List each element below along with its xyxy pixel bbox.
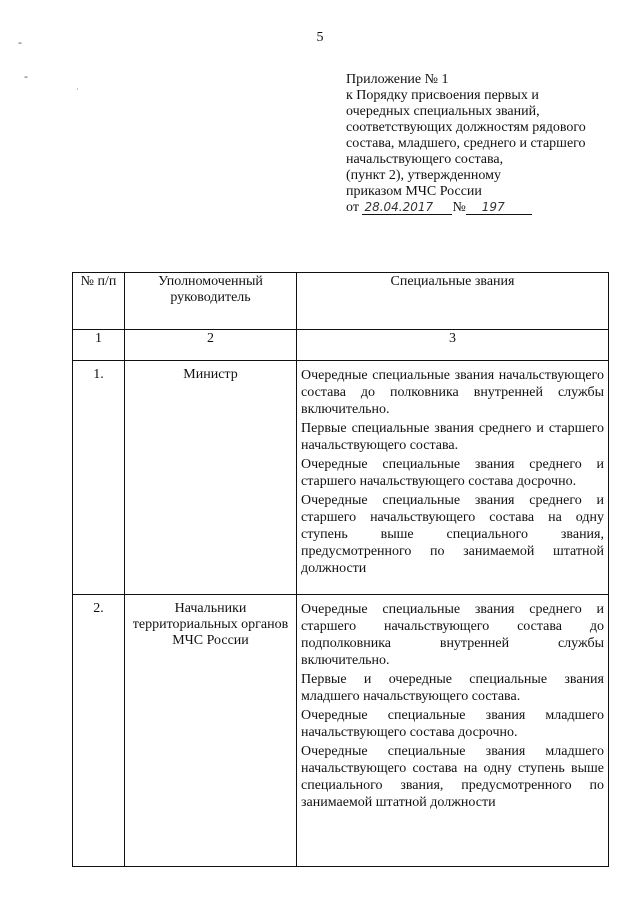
rank-paragraph: Очередные специальные звания начальствующего состава до полковника внутренней службы включительно.: [301, 368, 604, 417]
scan-dash-mark: -: [18, 35, 22, 49]
order-date-line: [346, 200, 616, 216]
appendix-line: состава, младшего, среднего и старшего: [346, 136, 586, 151]
handwritten-order-number: 197: [466, 200, 532, 215]
appendix-line: приказом МЧС России: [346, 184, 482, 199]
rank-paragraph: Очередные специальные звания младшего начальствующего состава досрочно.: [301, 708, 604, 740]
appendix-line: очередных специальных званий,: [346, 104, 540, 119]
scan-dash-mark: -: [24, 69, 28, 83]
column-number-cell: 3: [297, 330, 609, 361]
rank-paragraph: Очередные специальные звания среднего и старшего начальствующего состава до подполковника внутренней службы включительно.: [301, 602, 604, 668]
number-label: №: [452, 200, 466, 215]
appendix-line: к Порядку присвоения первых и: [346, 88, 539, 103]
header-cell: № п/п: [73, 273, 125, 330]
appendix-line: Приложение № 1: [346, 72, 449, 87]
table-row: [73, 361, 609, 595]
header-cell: Уполномоченный руководитель: [125, 273, 297, 330]
rank-paragraph: Очередные специальные звания младшего начальствующего состава на одну ступень выше специального звания, предусмотренного по занимаемой штатной должности: [301, 744, 604, 810]
page-number: 5: [316, 30, 324, 45]
ranks-table: [72, 272, 609, 867]
column-number-cell: 2: [125, 330, 297, 361]
rank-paragraph: Очередные специальные звания среднего и старшего начальствующего состава на одну ступень выше специального звания, предусмотренного по занимаемой штатной должности: [301, 493, 604, 576]
table-row: [73, 595, 609, 867]
appendix-header: [346, 72, 616, 216]
appendix-line: начальствующего состава,: [346, 152, 504, 167]
row-index: 1.: [73, 361, 125, 595]
official-cell: Начальники территориальных органов МЧС России: [125, 595, 297, 867]
row-index: 2.: [73, 595, 125, 867]
appendix-line: соответствующих должностям рядового: [346, 120, 586, 135]
official-cell: Министр: [125, 361, 297, 595]
header-cell: Специальные звания: [297, 273, 609, 330]
ranks-cell: [297, 595, 609, 867]
rank-paragraph: Первые и очередные специальные звания младшего начальствующего состава.: [301, 672, 604, 704]
table-header-row: [73, 273, 609, 330]
handwritten-date: 28.04.2017: [362, 200, 452, 215]
scan-dot-mark: ·: [76, 85, 79, 94]
column-number-row: [73, 330, 609, 361]
rank-paragraph: Первые специальные звания среднего и старшего начальствующего состава.: [301, 421, 604, 453]
appendix-line: (пункт 2), утвержденному: [346, 168, 501, 183]
rank-paragraph: Очередные специальные звания среднего и старшего начальствующего состава досрочно.: [301, 457, 604, 489]
date-prefix: от: [346, 200, 359, 215]
ranks-cell: [297, 361, 609, 595]
column-number-cell: 1: [73, 330, 125, 361]
